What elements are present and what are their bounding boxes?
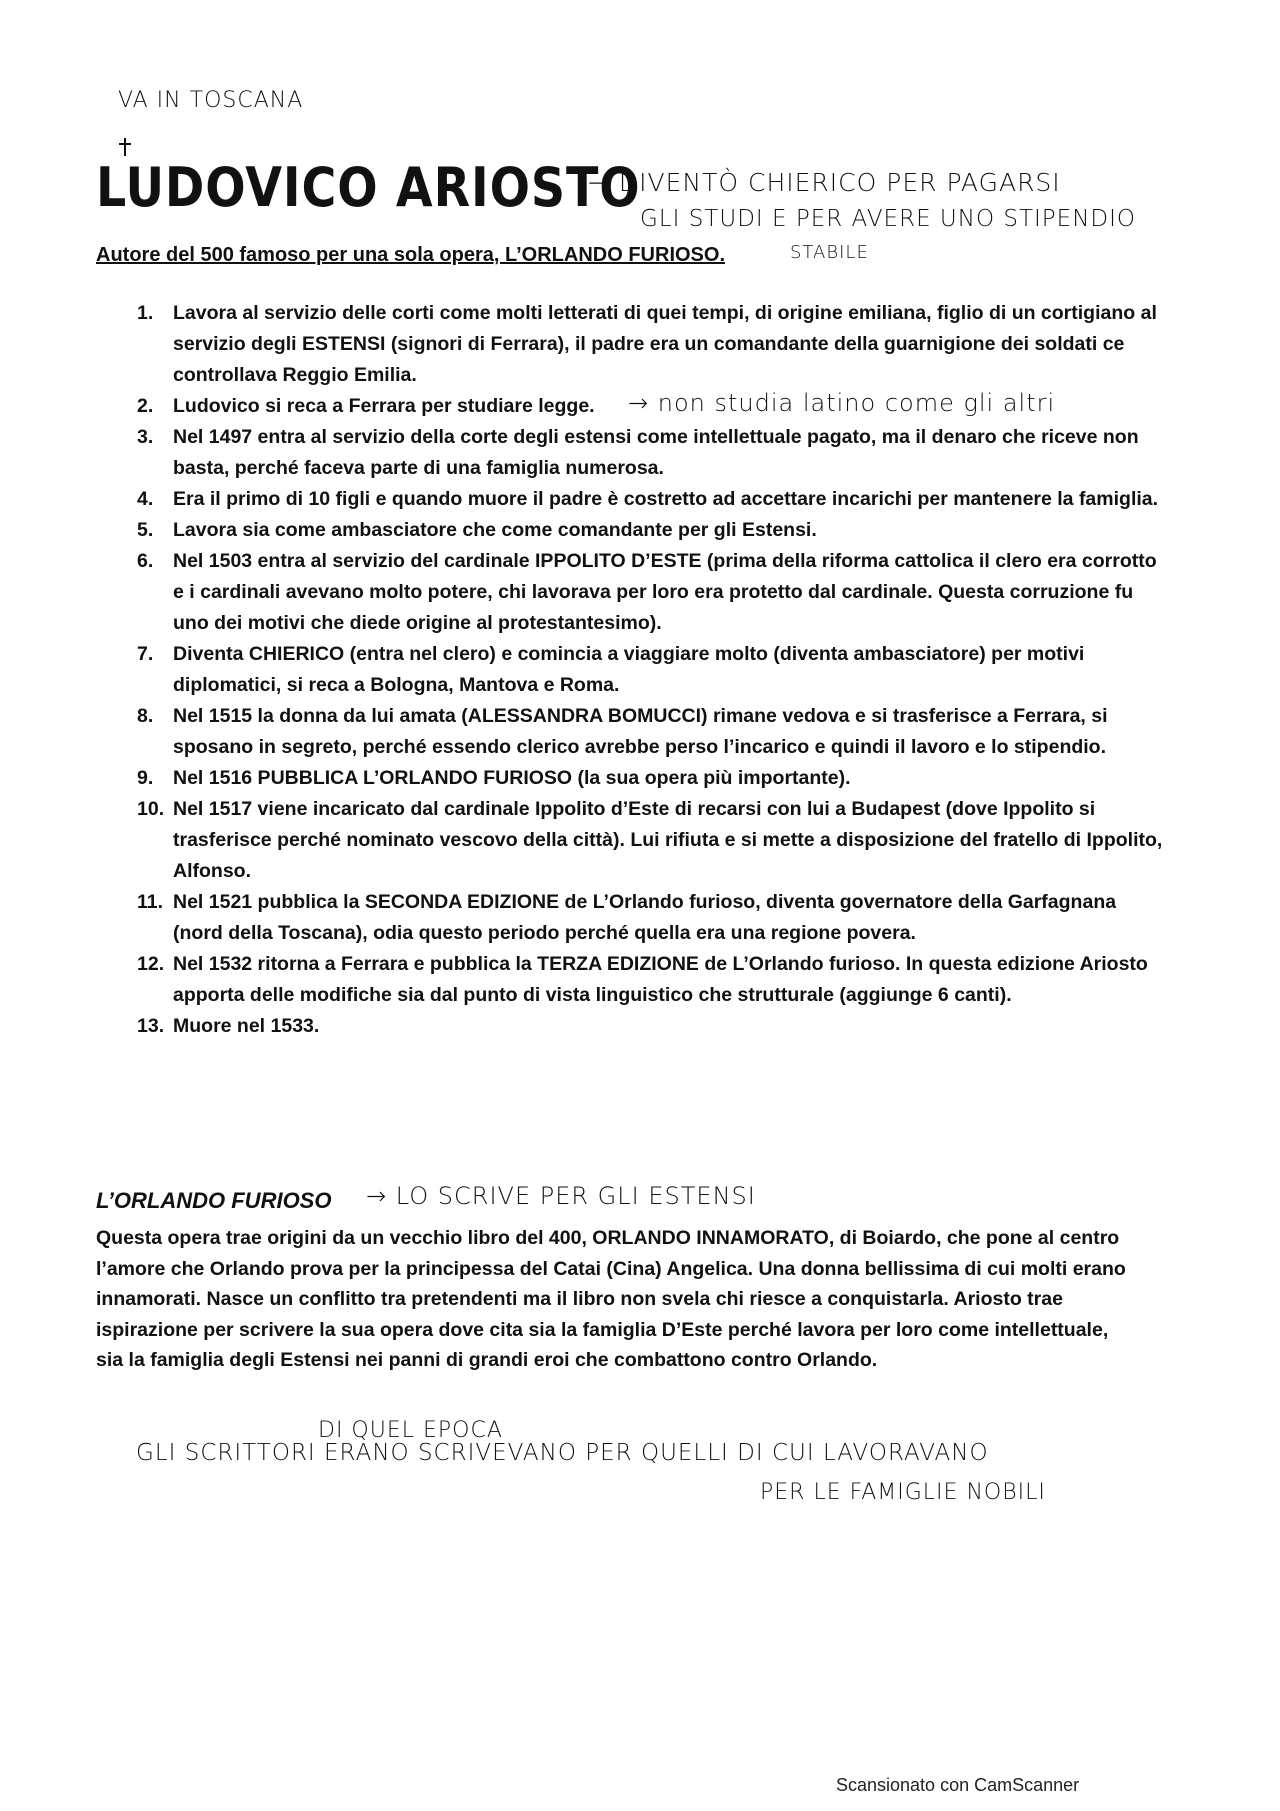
item-number: 5. bbox=[137, 519, 154, 541]
page-title: LUDOVICO ARIOSTO bbox=[96, 156, 641, 219]
section-title: L’ORLANDO FURIOSO bbox=[96, 1188, 332, 1213]
list-item bbox=[130, 887, 1170, 949]
item-text: Lavora sia come ambasciatore che come comandante per gli Estensi. bbox=[173, 519, 817, 541]
list-item bbox=[130, 515, 1170, 546]
item-text: Nel 1521 pubblica la SECONDA EDIZIONE de L’Orlando furioso, diventa governatore della Garfagnana (nord della Toscana), odia questo periodo perché quella era una regione povera. bbox=[173, 891, 1117, 944]
list-item bbox=[130, 949, 1170, 1011]
item-text: Diventa CHIERICO (entra nel clero) e comincia a viaggiare molto (diventa ambasciatore) per motivi diplomatici, si reca a Bologna, Mantova e Roma. bbox=[173, 643, 1085, 696]
item-number: 3. bbox=[137, 426, 154, 448]
item-text: Nel 1517 viene incaricato dal cardinale Ippolito d’Este di recarsi con lui a Budapest (dove Ippolito si trasferisce perché nominato vescovo della città). Lui rifiuta e si mette a disposizione del fratello di Ippolito, Alfonso. bbox=[173, 798, 1163, 882]
list-item bbox=[130, 763, 1170, 794]
item-text: Ludovico si reca a Ferrara per studiare legge. bbox=[173, 395, 595, 417]
handwritten-note-title-2: GLI STUDI E PER AVERE UNO STIPENDIO bbox=[640, 206, 1136, 232]
item-number: 7. bbox=[137, 643, 154, 665]
handwritten-note-bottom-above: DI QUEL EPOCA bbox=[318, 1418, 503, 1443]
item-text: Nel 1516 PUBBLICA L’ORLANDO FURIOSO (la sua opera più importante). bbox=[173, 767, 851, 789]
list-item bbox=[130, 794, 1170, 887]
list-item bbox=[130, 298, 1170, 391]
item-text: Nel 1503 entra al servizio del cardinale IPPOLITO D’ESTE (prima della riforma cattolica il clero era corrotto e i cardinali avevano molto potere, chi lavorava per loro era protetto dal cardinale. Questa corruzione fu uno dei motivi che diede origine al protestantesimo). bbox=[173, 550, 1157, 634]
item-text: Nel 1532 ritorna a Ferrara e pubblica la TERZA EDIZIONE de L’Orlando furioso. In questa edizione Ariosto apporta delle modifiche sia dal punto di vista linguistico che strutturale (aggiunge 6 canti). bbox=[173, 953, 1148, 1006]
handwritten-note-item-2: → non studia latino come gli altri bbox=[628, 389, 1056, 417]
item-number: 12. bbox=[137, 953, 165, 975]
list-item bbox=[130, 484, 1170, 515]
item-number: 9. bbox=[137, 767, 154, 789]
item-number: 10. bbox=[137, 798, 165, 820]
arrow-up-icon bbox=[118, 138, 132, 156]
handwritten-note-orlando: → LO SCRIVE PER GLI ESTENSI bbox=[366, 1182, 756, 1210]
item-text: Nel 1515 la donna da lui amata (ALESSANDRA BOMUCCI) rimane vedova e si trasferisce a Ferrara, si sposano in segreto, perché essendo clerico avrebbe perso l’incarico e quindi il lavoro e lo stipendio. bbox=[173, 705, 1108, 758]
handwritten-note-title-1: → DIVENTÒ CHIERICO PER PAGARSI bbox=[588, 168, 1061, 197]
item-text: Nel 1497 entra al servizio della corte degli estensi come intellettuale pagato, ma il denaro che riceve non basta, perché faceva parte di una famiglia numerosa. bbox=[173, 426, 1139, 479]
list-item bbox=[130, 639, 1170, 701]
item-number: 2. bbox=[137, 395, 154, 417]
item-text: Lavora al servizio delle corti come molti letterati di quei tempi, di origine emiliana, figlio di un cortigiano al servizio degli ESTENSI (signori di Ferrara), il padre era un comandante della guarnigione dei soldati ce controllava Reggio Emilia. bbox=[173, 302, 1157, 386]
item-number: 4. bbox=[137, 488, 154, 510]
item-number: 1. bbox=[137, 302, 154, 324]
section-paragraph: Questa opera trae origini da un vecchio libro del 400, ORLANDO INNAMORATO, di Boiardo, che pone al centro l’amore che Orlando prova per la principessa del Catai (Cina) Angelica. Una donna bellissima di cui molti erano innamorati. Nasce un conflitto tra pretendenti ma il libro non svela chi riesce a conquistarla. Ariosto trae ispirazione per scrivere la sua opera dove cita sia la famiglia D’Este perché lavora per loro come intellettuale, sia la famiglia degli Estensi nei panni di grandi eroi che combattono contro Orlando. bbox=[96, 1227, 1126, 1371]
item-number: 11. bbox=[137, 891, 164, 913]
handwritten-note-bottom-line: GLI SCRITTORI ERANO SCRIVEVANO PER QUELLI DI CUI LAVORAVANO bbox=[136, 1440, 989, 1466]
item-number: 6. bbox=[137, 550, 154, 572]
item-text: Era il primo di 10 figli e quando muore il padre è costretto ad accettare incarichi per mantenere la famiglia. bbox=[173, 488, 1159, 510]
scanner-watermark: Scansionato con CamScanner bbox=[836, 1775, 1080, 1795]
item-number: 13. bbox=[137, 1015, 165, 1037]
list-item bbox=[130, 701, 1170, 763]
list-item bbox=[130, 546, 1170, 639]
item-text: Muore nel 1533. bbox=[173, 1015, 320, 1037]
subtitle: Autore del 500 famoso per una sola opera, L’ORLANDO FURIOSO. bbox=[96, 244, 726, 266]
handwritten-note-top: VA IN TOSCANA bbox=[118, 88, 304, 113]
handwritten-note-subtitle: STABILE bbox=[790, 242, 869, 263]
item-number: 8. bbox=[137, 705, 154, 727]
handwritten-note-bottom-below: PER LE FAMIGLIE NOBILI bbox=[760, 1480, 1046, 1505]
list-item bbox=[130, 1011, 1170, 1042]
list-item bbox=[130, 422, 1170, 484]
